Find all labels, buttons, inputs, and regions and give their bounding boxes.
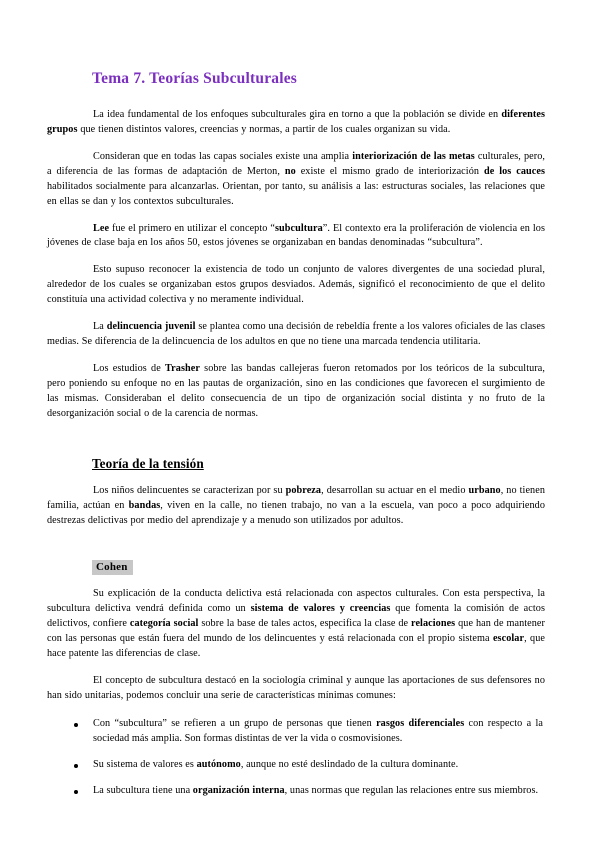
paragraph: Los estudios de Trasher sobre las bandas callejeras fueron retomados por los teóricos de la subcultura, pero poniendo su enfoque no en las pautas de organización, sino en las condiciones que favorecen el surgimiento de las mismas. Consideraban el delito consecuencia de un tipo de organización social distinta y no fruto de la desorganización social o de la carencia de normas. [47,363,546,420]
paragraph: Su explicación de la conducta delictiva está relacionada con aspectos culturales. Con esta perspectiva, la subcultura delictiva vendrá definida como un sistema de valores y creencias que fomenta la comisión de actos delictivos, confiere categoría social sobre la base de tales actos, especifica la clase de relaciones que han de mantener con las personas que están fuera del mundo de los delincuentes y está relacionada con el propio sistema escolar, que hace patente las diferencias de clase. [47,588,546,660]
paragraph: La idea fundamental de los enfoques subculturales gira en torno a que la población se divide en diferentes grupos que tienen distintos valores, creencias y normas, a partir de los cuales organizan su vida. [47,108,545,135]
subheading-cohen: Cohen [92,560,133,575]
paragraph: El concepto de subcultura destacó en la sociología criminal y aunque las aportaciones de sus defensores no han sido unitarias, podemos concluir una serie de características mínimas comunes: [47,675,545,702]
paragraph: La delincuencia juvenil se plantea como una decisión de rebeldía frente a los valores oficiales de las clases medias. Se diferencia de la delincuencia de los adultos en que no tiene una marcada tendencia utilitaria. [47,321,545,348]
characteristics-list [47,717,545,799]
paragraph: Lee fue el primero en utilizar el concepto “subcultura”. El contexto era la proliferación de violencia en los jóvenes de clase baja en los años 50, estos jóvenes se organizaban en bandas denominadas “subcultura”. [47,222,545,249]
paragraph: Consideran que en todas las capas sociales existe una amplia interiorización de las metas culturales, pero, a diferencia de las formas de adaptación de Merton, no existe el mismo grado de interiorización de los cauces habilitados socialmente para alcanzarlas. Orientan, por tanto, su análisis a las: estructuras sociales, las relaciones que en ellas se dan y los contextos subculturales. [47,150,546,207]
list-item: Su sistema de valores es autónomo, aunque no esté deslindado de la cultura dominante. [47,758,545,773]
list-item: La subcultura tiene una organización interna, unas normas que regulan las relaciones entre sus miembros. [47,784,545,799]
list-item: Con “subcultura” se refieren a un grupo de personas que tienen rasgos diferenciales con respecto a la sociedad más amplia. Son formas distintas de ver la vida o cosmovisiones. [47,717,545,747]
paragraph: Esto supuso reconocer la existencia de todo un conjunto de valores divergentes de una sociedad plural, alrededor de los cuales se organizaban estos grupos desviados. Además, significó el reconocimiento de que el delito constituía una actividad colectiva y no meramente individual. [47,264,545,306]
page-title: Tema 7. Teorías Subculturales [92,70,298,87]
subheading-cohen-wrap [92,557,545,575]
section-heading-teoria-de-la-tension: Teoría de la tensión [92,456,204,472]
intro-paragraph-group [47,108,545,423]
paragraph: Los niños delincuentes se caracterizan por su pobreza, desarrollan su actuar en el medio urbano, no tienen familia, actúan en bandas, viven en la calle, no tienen trabajo, no van a la escuela, van poco a poco adquiriendo destrezas delictivas por medio del aprendizaje y a menudo son utilizados por adultos. [47,485,546,527]
